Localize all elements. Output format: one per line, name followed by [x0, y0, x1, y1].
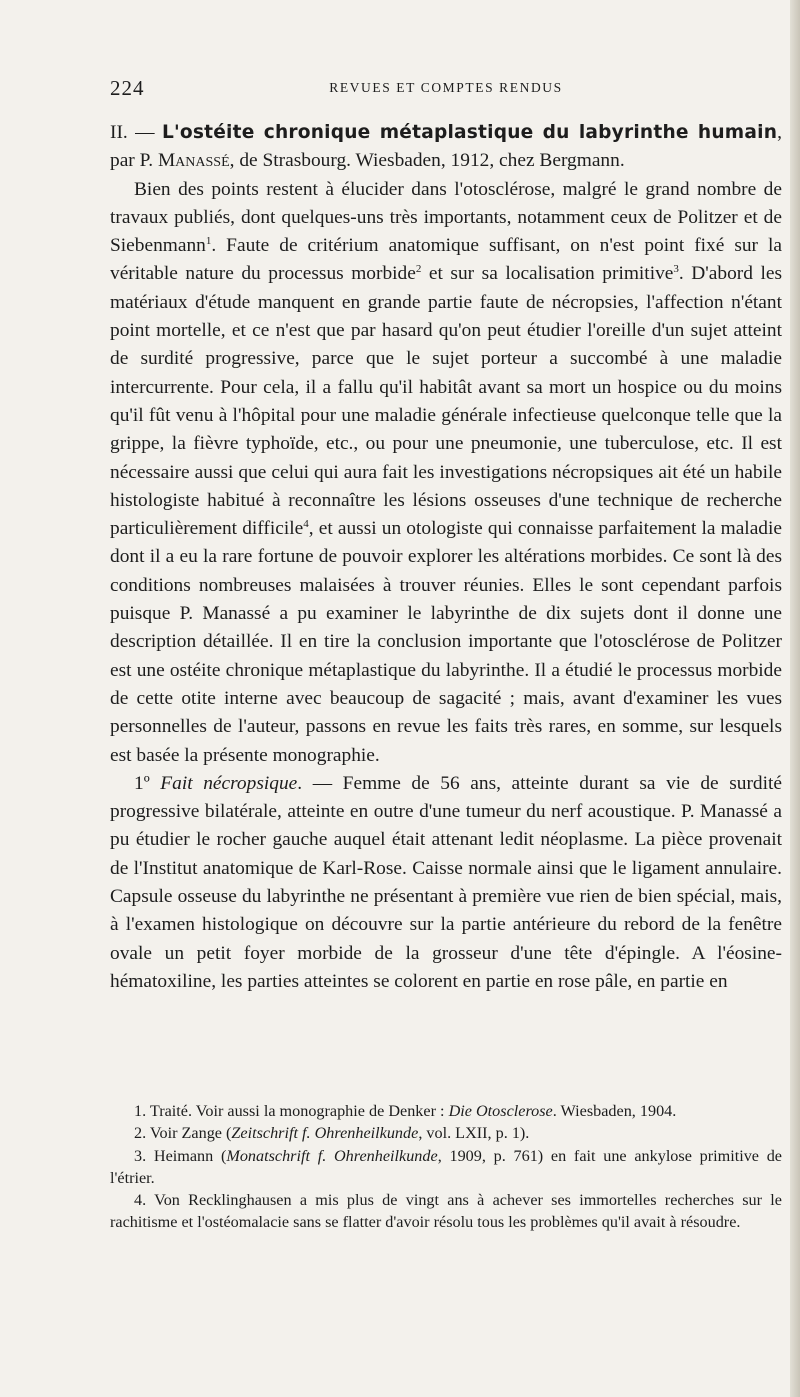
page-number: 224	[110, 76, 145, 100]
byline-prefix: , par P.	[110, 122, 782, 172]
paragraph-text: . — Femme de 56 ans, atteinte durant sa vie de surdité progressive bilatérale, atteinte en outre d'une tumeur du nerf acoustique. P. Manassé a pu étudier le rocher gauche auquel était attenant ledit néoplasme. La pièce provenait de l'Institut anatomique de Karl-Rose. Caisse normale ainsi que le ligament annulaire. Capsule osseuse du labyrinthe ne présentant à première vue rien de bien spécial, mais, à l'examen histologique on découvre sur la partie antérieure du rebord de la fenêtre ovale un petit foyer morbide de la grosseur d'une tête d'épingle. A l'éosine-hématoxiline, les parties atteintes se colorent en partie en rose pâle, en partie en	[110, 772, 783, 992]
footnote-text: 1. Traité. Voir aussi la monographie de Denker :	[134, 1102, 449, 1120]
byline-suffix: , de Strasbourg. Wiesbaden, 1912, chez Bergmann.	[229, 150, 625, 172]
footnote-text: , vol. LXII, p. 1).	[418, 1124, 530, 1143]
footnote-3	[110, 1145, 782, 1190]
footnote-4: 4. Von Recklinghausen a mis plus de vingt ans à achever ses immortelles recherches sur le rachitisme et l'ostéomalacie sans se flatter d'avoir résolu tous les problèmes qu'il avait à résoudre.	[110, 1191, 782, 1232]
article-number: II. —	[110, 122, 162, 143]
author-name: Manassé	[157, 150, 230, 172]
footnote-ref-1: 1	[205, 235, 212, 248]
footnote-ref-4: 4	[303, 518, 309, 531]
article-title: L'ostéite chronique métaplastique du labyrinthe humain	[161, 122, 778, 143]
footnote-1	[110, 1100, 782, 1122]
running-head: REVUES ET COMPTES RENDUS	[329, 80, 563, 95]
article-body	[110, 119, 782, 996]
case-heading: Fait nécropsique	[160, 772, 298, 794]
paragraph-text: . D'abord les matériaux d'étude manquent en grande partie faute de nécropsies, l'affection n'étant point mortelle, et ce n'est que par hasard qu'on peut étudier l'oreille d'un sujet atteint de surdité progressive, parce que le sujet porteur a succombé à une maladie intercurrente. Pour cela, il a fallu qu'il habitât avant sa mort un hospice ou du moins qu'il fût venu à l'hôpital pour une maladie générale infectieuse quelconque telle que la grippe, la fièvre typhoïde, etc., ou pour une pneumonie, une tuberculose, etc. Il est nécessaire aussi que celui qui aura fait les investigations nécropsiques ait été un habile histologiste habitué à reconnaître les lésions osseuses d'une technique de recherche particulièrement difficile	[110, 263, 783, 540]
footnote-text: . Wiesbaden, 1904.	[552, 1102, 677, 1120]
footnote-text: , 1909, p. 761) en fait une ankylose primitive de l'étrier.	[110, 1146, 782, 1187]
footnote-text: 3. Heimann (	[134, 1146, 227, 1165]
page-edge	[790, 0, 800, 1397]
article-heading	[110, 119, 782, 176]
case-number: 1º	[134, 772, 161, 794]
footnote-work-title: Zeitschrift f. Ohrenheilkunde	[231, 1124, 419, 1143]
page-header	[110, 76, 782, 100]
footnote-2	[110, 1122, 782, 1144]
footnote-work-title: Die Otosclerose	[448, 1102, 553, 1120]
paragraph-text: . Faute de critérium anatomique suffisant, on n'est point fixé sur la véritable nature du processus morbide	[110, 235, 782, 285]
footnote-ref-2: 2	[415, 263, 422, 276]
paragraph-text: Bien des points restent à élucider dans l'otosclérose, malgré le grand nombre de travaux publiés, dont quelques-uns très importants, notamment ceux de Politzer et de Siebenmann	[110, 178, 782, 257]
paragraph-intro	[110, 176, 782, 770]
paragraph-case-1	[110, 770, 782, 996]
paragraph-text: et sur sa localisation primitive	[421, 263, 674, 285]
footnotes	[110, 1100, 782, 1234]
footnote-text: 2. Voir Zange (	[134, 1124, 232, 1143]
footnote-work-title: Monatschrift f. Ohrenheilkunde	[226, 1146, 438, 1165]
footnote-ref-3: 3	[673, 263, 679, 276]
paragraph-text: , et aussi un otologiste qui connaisse parfaitement la maladie dont il a eu la rare fortune de pouvoir explorer les altérations morbides. Ce sont là des conditions nombreuses malaisées à trouver réunies. Elles le sont cependant parfois puisque P. Manassé a pu examiner le labyrinthe de dix sujets dont il donne une description détaillée. Il en tire la conclusion importante que l'otosclérose de Politzer est une ostéite chronique métaplastique du labyrinthe. Il a étudié le processus morbide de cette otite interne avec beaucoup de sagacité ; mais, avant d'examiner les vues personnelles de l'auteur, passons en revue les faits très rares, en somme, sur lesquels est basée la présente monographie.	[110, 518, 782, 766]
